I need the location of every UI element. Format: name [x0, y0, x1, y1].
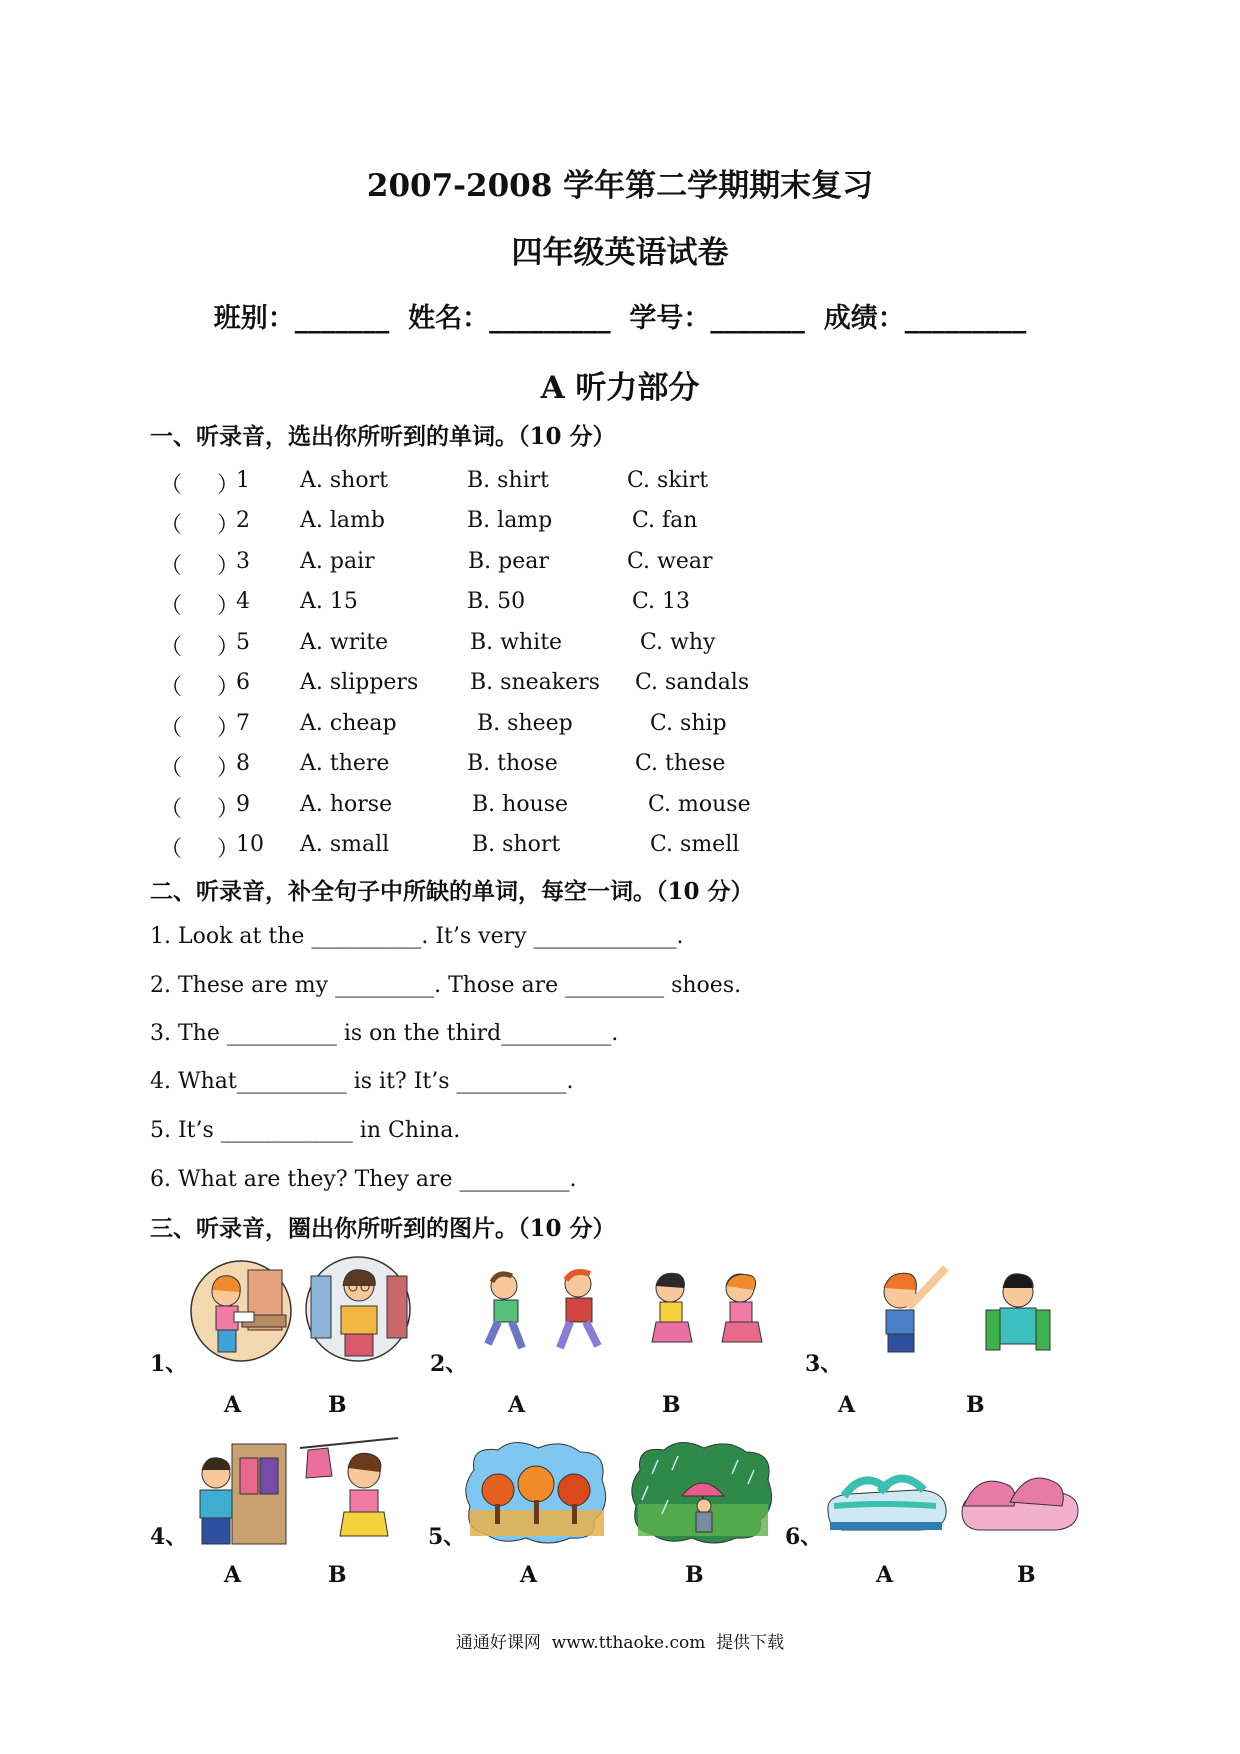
answer-bracket[interactable]: （ ） — [160, 513, 239, 538]
option-b: B. pear — [468, 549, 549, 574]
sentence-6: 6. What are they? They are __________. — [150, 1167, 577, 1192]
answer-bracket[interactable]: （ ） — [160, 756, 239, 781]
question-number: 2 — [236, 508, 250, 533]
option-label-b: B — [328, 1392, 347, 1418]
option-label-b: B — [966, 1392, 985, 1418]
student-info-line: 班别：_______ 姓名：_________ 学号：_______ 成绩：_________ — [213, 303, 1027, 334]
option-a: A. cheap — [300, 711, 397, 736]
option-a: A. write — [300, 630, 389, 655]
question-number: 5 — [236, 630, 250, 655]
option-c: C. fan — [632, 508, 698, 533]
option-b: B. short — [472, 832, 561, 857]
option-a: A. short — [300, 468, 388, 493]
girl-hanging-clothes-icon[interactable] — [298, 1436, 402, 1546]
option-b: B. those — [467, 751, 558, 776]
option-b: B. lamp — [467, 508, 553, 533]
option-label-a: A — [224, 1392, 242, 1418]
option-label-a: A — [838, 1392, 856, 1418]
picture-item-number: 4、 — [150, 1524, 188, 1550]
option-c: C. why — [640, 630, 716, 655]
exam-subtitle: 四年级英语试卷 — [511, 235, 729, 271]
answer-bracket[interactable]: （ ） — [160, 635, 239, 660]
option-label-a: A — [508, 1392, 526, 1418]
boy-taking-off-shirt-icon[interactable] — [858, 1264, 958, 1364]
sentence-4: 4. What__________ is it? It’s __________. — [150, 1069, 574, 1094]
rainy-day-icon[interactable] — [628, 1440, 776, 1546]
boy-at-wardrobe-icon[interactable] — [188, 1440, 288, 1546]
answer-bracket[interactable]: （ ） — [160, 797, 239, 822]
sentence-1: 1. Look at the __________. It’s very _____________. — [150, 924, 684, 949]
option-b: B. house — [472, 792, 569, 817]
picture-item-number: 6、 — [785, 1524, 823, 1550]
option-a: A. there — [300, 751, 390, 776]
question-number: 7 — [236, 711, 250, 736]
option-a: A. lamb — [300, 508, 385, 533]
autumn-trees-icon[interactable] — [462, 1440, 610, 1544]
answer-bracket[interactable]: （ ） — [160, 554, 239, 579]
girl-reading-book-icon[interactable] — [305, 1256, 411, 1362]
picture-item-number: 3、 — [805, 1351, 843, 1377]
option-label-b: B — [1017, 1562, 1036, 1588]
slippers-icon[interactable] — [954, 1466, 1084, 1538]
girl-buying-book-icon[interactable] — [190, 1260, 292, 1362]
question-number: 3 — [236, 549, 250, 574]
part3-title: 三、听录音，圈出你所听到的图片。（10 分） — [150, 1215, 616, 1242]
option-a: A. 15 — [300, 589, 358, 614]
option-b: B. white — [470, 630, 563, 655]
option-a: A. pair — [300, 549, 375, 574]
question-number: 4 — [236, 589, 250, 614]
answer-bracket[interactable]: （ ） — [160, 473, 239, 498]
option-label-b: B — [662, 1392, 681, 1418]
answer-bracket[interactable]: （ ） — [160, 675, 239, 700]
exam-title: 2007-2008 学年第二学期期末复习 — [366, 168, 874, 204]
answer-bracket[interactable]: （ ） — [160, 837, 239, 862]
option-c: C. these — [635, 751, 726, 776]
option-label-a: A — [520, 1562, 538, 1588]
part2-title: 二、听录音，补全句子中所缺的单词，每空一词。（10 分） — [150, 878, 754, 905]
option-c: C. 13 — [632, 589, 691, 614]
picture-item-number: 1、 — [150, 1351, 188, 1377]
option-c: C. smell — [650, 832, 740, 857]
boys-running-icon[interactable] — [474, 1268, 624, 1360]
option-b: B. sheep — [477, 711, 573, 736]
question-number: 9 — [236, 792, 250, 817]
option-c: C. sandals — [635, 670, 750, 695]
question-number: 8 — [236, 751, 250, 776]
option-label-b: B — [685, 1562, 704, 1588]
option-label-b: B — [328, 1562, 347, 1588]
part1-title: 一、听录音，选出你所听到的单词。（10 分） — [150, 423, 616, 450]
answer-bracket[interactable]: （ ） — [160, 716, 239, 741]
option-c: C. mouse — [648, 792, 751, 817]
question-number: 10 — [236, 832, 264, 857]
option-a: A. slippers — [300, 670, 419, 695]
option-b: B. shirt — [467, 468, 550, 493]
picture-item-number: 2、 — [430, 1351, 468, 1377]
option-a: A. horse — [300, 792, 393, 817]
picture-item-number: 5、 — [428, 1524, 466, 1550]
footer-credit: 通通好课网 www.tthaoke.com 提供下载 — [455, 1633, 785, 1653]
option-label-a: A — [876, 1562, 894, 1588]
answer-bracket[interactable]: （ ） — [160, 594, 239, 619]
sentence-2: 2. These are my _________. Those are _________ shoes. — [150, 973, 742, 998]
option-a: A. small — [300, 832, 390, 857]
option-c: C. wear — [627, 549, 713, 574]
question-number: 1 — [236, 468, 250, 493]
girls-dancing-icon[interactable] — [630, 1266, 780, 1362]
sandals-icon[interactable] — [820, 1460, 952, 1536]
sentence-5: 5. It’s ____________ in China. — [150, 1118, 461, 1143]
option-c: C. skirt — [627, 468, 709, 493]
option-c: C. ship — [650, 711, 727, 736]
sentence-3: 3. The __________ is on the third__________. — [150, 1021, 619, 1046]
section-a-title: A 听力部分 — [540, 370, 700, 406]
option-b: B. 50 — [467, 589, 526, 614]
boy-putting-on-jacket-icon[interactable] — [978, 1266, 1058, 1364]
option-label-a: A — [224, 1562, 242, 1588]
question-number: 6 — [236, 670, 250, 695]
option-b: B. sneakers — [470, 670, 600, 695]
